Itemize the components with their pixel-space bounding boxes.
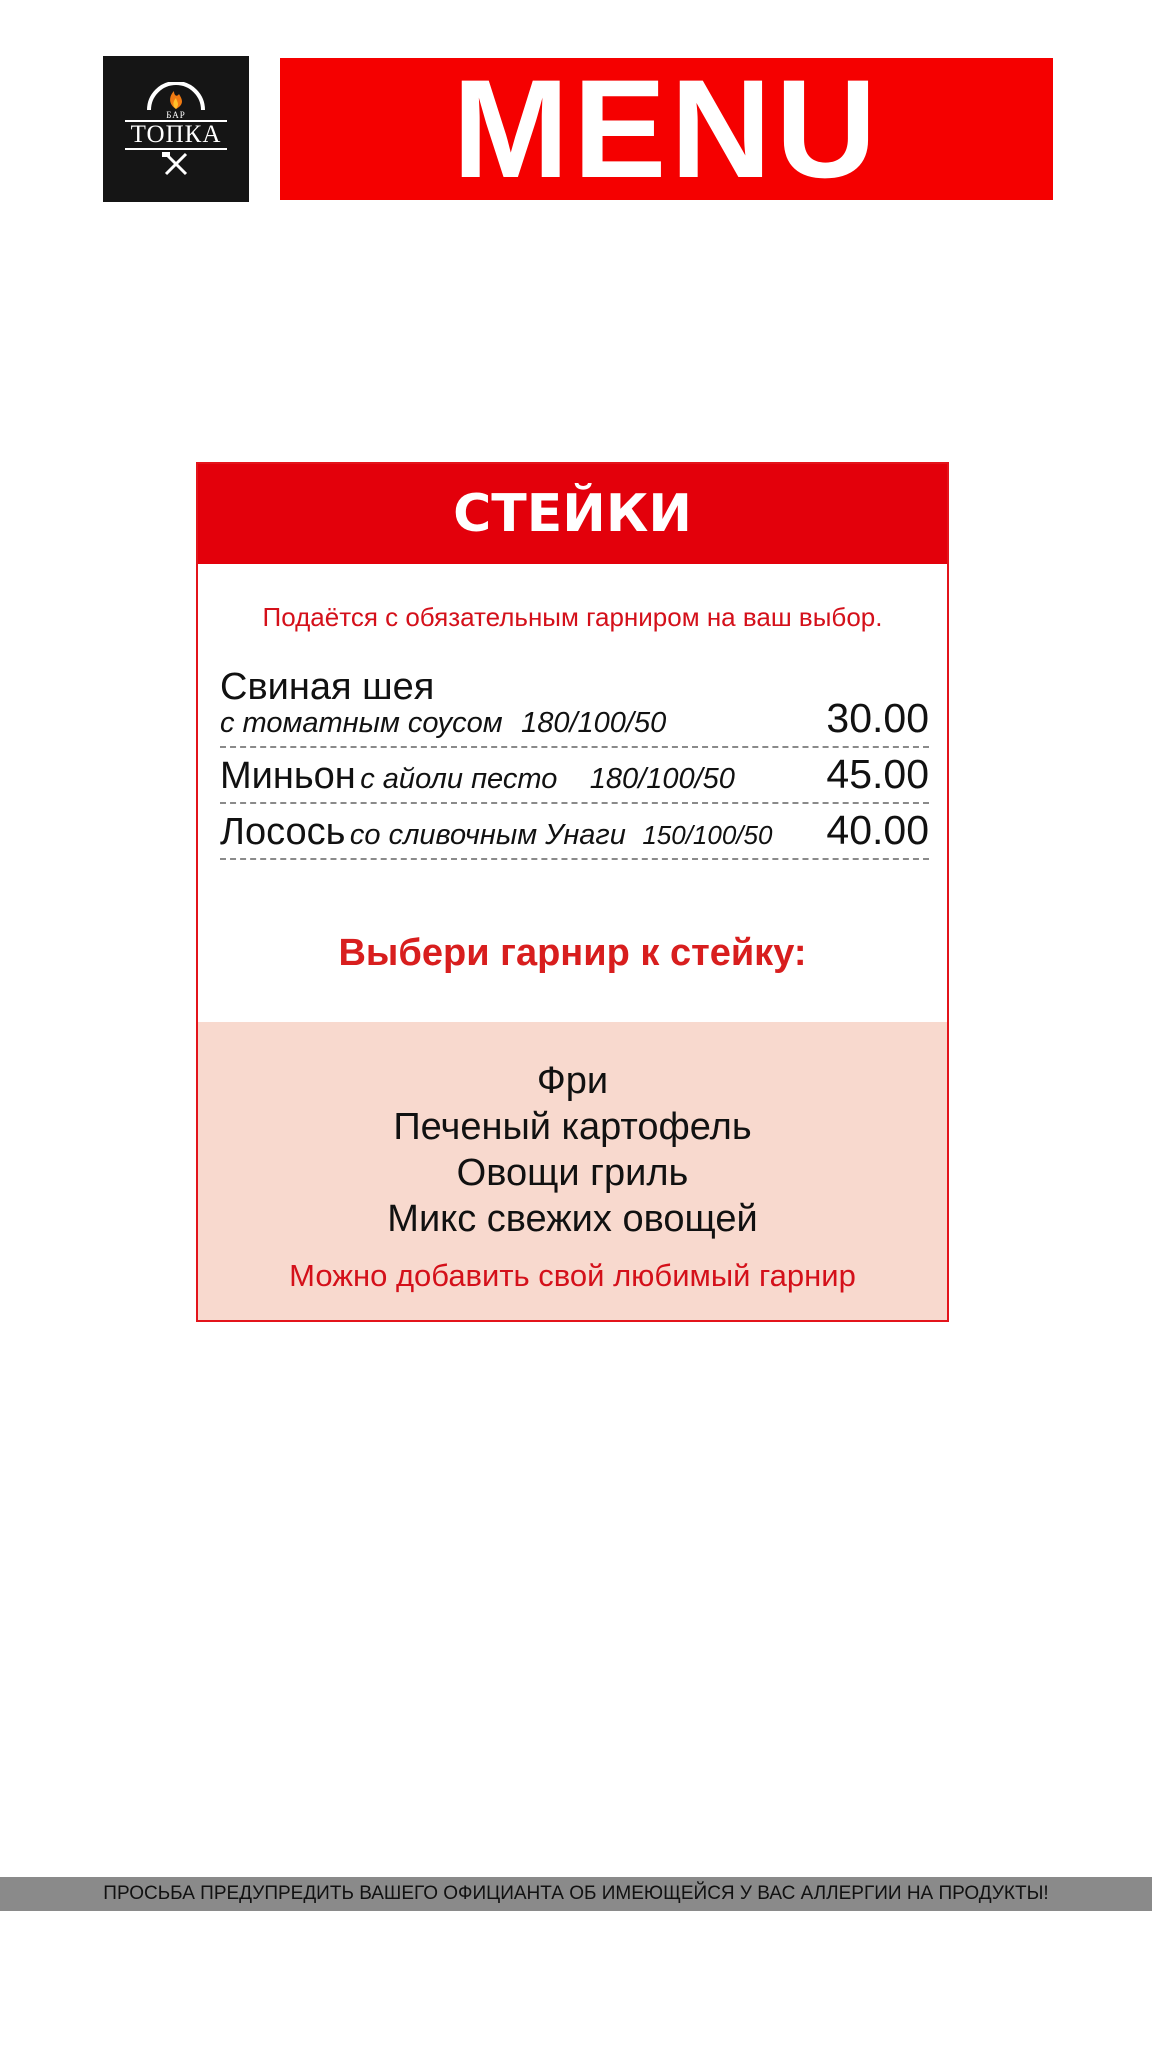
steaks-card [196,462,949,1322]
logo-top-text: БАР [166,110,186,120]
allergy-notice: ПРОСЬБА ПРЕДУПРЕДИТЬ ВАШЕГО ОФИЦИАНТА ОБ ИМЕЮЩЕЙСЯ У ВАС АЛЛЕРГИИ НА ПРОДУКТЫ! [0,1877,1152,1911]
item-description: со сливочным Унаги [349,819,626,851]
item-name: Лосось [220,811,346,853]
garnish-list [198,1058,947,1242]
menu-items [220,663,929,860]
garnish-item: Фри [536,1060,609,1102]
item-price: 45.00 [826,751,929,797]
item-description: с томатным соусом [220,707,503,739]
section-title: СТЕЙКИ [198,464,947,564]
item-weight: 150/100/50 [642,820,773,850]
section-note: Подаётся с обязательным гарниром на ваш выбор. [262,602,883,632]
fork-spatula-icon [156,152,196,176]
garnish-title: Выбери гарнир к стейку: [338,932,807,974]
garnish-item: Печеный картофель [393,1106,752,1148]
logo-name: ТОПКА [125,120,228,150]
item-weight: 180/100/50 [521,707,667,739]
menu-item [220,663,929,748]
item-description: с айоли песто [360,763,558,795]
garnish-box [198,1022,947,1320]
garnish-extra-note: Можно добавить свой любимый гарнир [289,1258,856,1293]
menu-item [220,804,929,860]
menu-item [220,748,929,804]
garnish-item: Овощи гриль [456,1152,689,1194]
item-name: Свиная шея [220,666,435,708]
bar-logo [103,56,249,202]
item-name: Миньон [220,755,356,797]
flame-icon [141,82,211,112]
item-price: 40.00 [826,807,929,853]
menu-title-banner: MENU [280,58,1053,200]
item-price: 30.00 [826,695,929,741]
item-weight: 180/100/50 [589,763,735,795]
garnish-item: Микс свежих овощей [387,1198,758,1240]
